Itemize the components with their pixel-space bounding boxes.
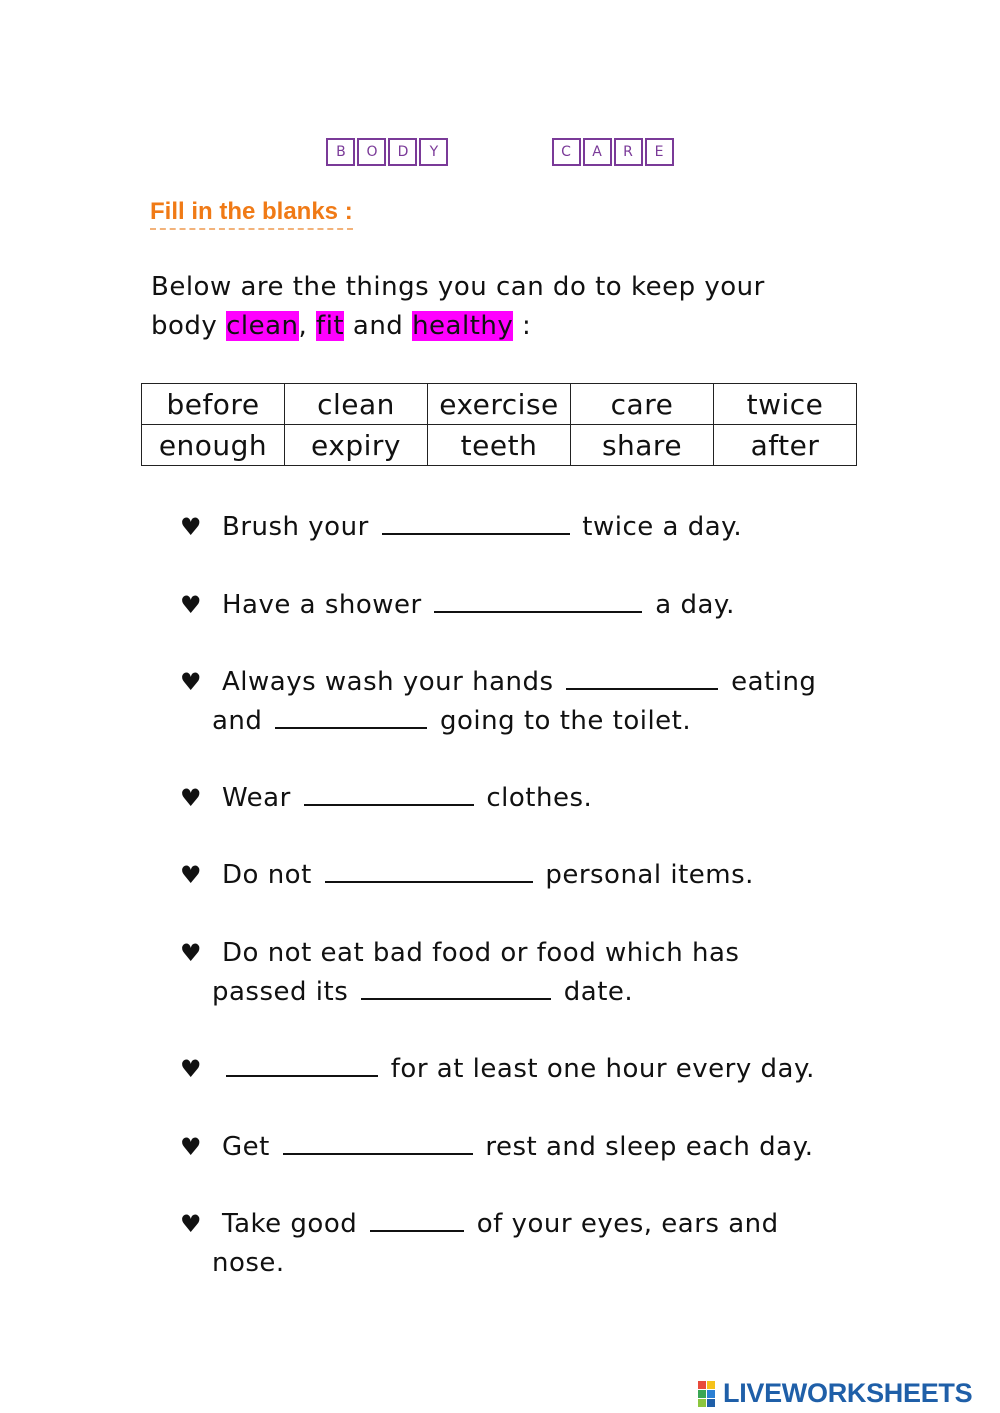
heart-icon: ♥ (180, 861, 203, 889)
item-text: personal items. (545, 860, 754, 890)
heart-icon: ♥ (180, 668, 203, 696)
page-title (0, 138, 1000, 166)
item-text: and (212, 706, 263, 736)
heart-icon: ♥ (180, 784, 203, 812)
item-text: Do not (222, 860, 312, 890)
word-bank-cell: before (142, 384, 285, 425)
blank-input[interactable] (566, 666, 718, 690)
highlight-healthy: healthy (412, 311, 514, 341)
list-item (180, 586, 860, 625)
word-bank-cell: teeth (428, 425, 571, 466)
word-bank-cell: twice (714, 384, 857, 425)
heart-icon: ♥ (180, 591, 203, 619)
title-word-body (325, 138, 449, 166)
section-heading: Fill in the blanks : (150, 198, 353, 230)
title-letter: B (326, 138, 355, 166)
heart-icon: ♥ (180, 1133, 203, 1161)
heart-icon: ♥ (180, 1055, 203, 1083)
title-letter: C (552, 138, 581, 166)
blank-input[interactable] (434, 589, 642, 613)
intro-end: : (513, 311, 532, 341)
liveworksheets-logo-icon (698, 1381, 720, 1408)
word-bank-cell: after (714, 425, 857, 466)
word-bank-cell: enough (142, 425, 285, 466)
item-text: Take good (222, 1209, 358, 1239)
item-text: date. (563, 977, 634, 1007)
item-text: Do not eat bad food or food which has (222, 938, 740, 968)
item-text: Brush your (222, 512, 369, 542)
item-text: rest and sleep each day. (485, 1132, 814, 1162)
highlight-fit: fit (316, 311, 345, 341)
item-text: eating (731, 667, 817, 697)
word-bank-cell: expiry (285, 425, 428, 466)
title-letter: D (388, 138, 417, 166)
heart-icon: ♥ (180, 939, 203, 967)
title-letter: O (357, 138, 386, 166)
heart-icon: ♥ (180, 513, 203, 541)
blank-input[interactable] (283, 1131, 473, 1155)
blank-input[interactable] (382, 511, 570, 535)
word-bank-table (141, 383, 857, 466)
liveworksheets-logo[interactable] (698, 1378, 972, 1408)
item-text: twice a day. (582, 512, 743, 542)
blank-input[interactable] (304, 782, 474, 806)
list-item (180, 1128, 860, 1167)
list-item (180, 508, 860, 547)
title-letter: Y (419, 138, 448, 166)
item-text: a day. (655, 590, 735, 620)
item-text: nose. (212, 1248, 285, 1278)
list-item (180, 934, 860, 1012)
blank-input[interactable] (370, 1208, 464, 1232)
intro-text (151, 268, 851, 346)
item-text: of your eyes, ears and (476, 1209, 779, 1239)
item-text: Get (222, 1132, 270, 1162)
intro-line-2-start: body (151, 311, 227, 341)
title-letter: A (583, 138, 612, 166)
intro-line-1: Below are the things you can do to keep your (151, 272, 765, 302)
intro-separator: and (344, 311, 413, 341)
item-text: for at least one hour every day. (390, 1054, 815, 1084)
word-bank-row (142, 425, 857, 466)
title-letter: E (645, 138, 674, 166)
item-text: passed its (212, 977, 349, 1007)
word-bank-cell: exercise (428, 384, 571, 425)
word-bank-row (142, 384, 857, 425)
intro-separator: , (298, 311, 317, 341)
blank-input[interactable] (325, 859, 533, 883)
heart-icon: ♥ (180, 1210, 203, 1238)
item-text: Wear (222, 783, 291, 813)
word-bank-cell: clean (285, 384, 428, 425)
word-bank-cell: share (571, 425, 714, 466)
blank-input[interactable] (361, 976, 551, 1000)
item-text: clothes. (486, 783, 593, 813)
title-letter: R (614, 138, 643, 166)
blank-input[interactable] (275, 705, 427, 729)
list-item (180, 856, 860, 895)
list-item (180, 1205, 860, 1283)
list-item (180, 1050, 860, 1089)
logo-text: LIVEWORKSHEETS (723, 1378, 973, 1408)
list-item (180, 663, 860, 741)
item-text: going to the toilet. (439, 706, 692, 736)
item-text: Always wash your hands (222, 667, 554, 697)
item-text: Have a shower (222, 590, 422, 620)
blank-input[interactable] (226, 1053, 378, 1077)
list-item (180, 779, 860, 818)
word-bank-cell: care (571, 384, 714, 425)
highlight-clean: clean (226, 311, 299, 341)
title-word-care (551, 138, 675, 166)
